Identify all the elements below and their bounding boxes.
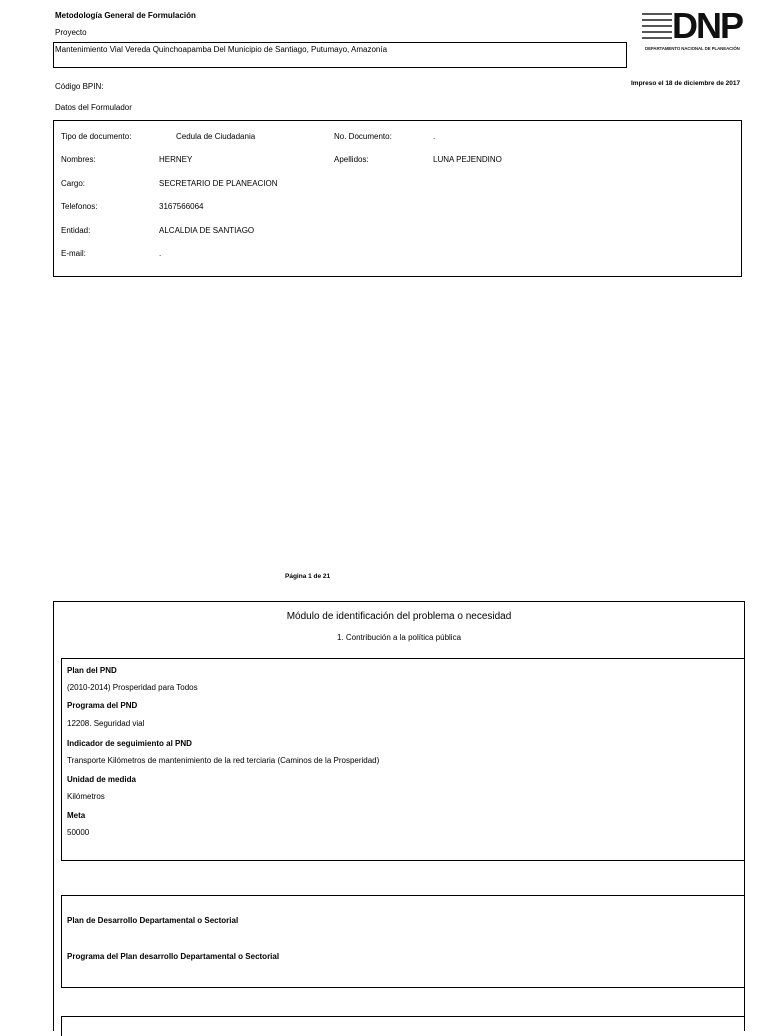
pnd-indicator-label: Indicador de seguimiento al PND [67,739,192,748]
names-value: HERNEY [159,155,193,164]
names-label: Nombres: [61,155,96,164]
cargo-value: SECRETARIO DE PLANEACION [159,179,278,188]
surnames-value: LUNA PEJENDINO [433,155,502,164]
formulator-section-label: Datos del Formulador [55,103,132,112]
module-title: Módulo de identificación del problema o necesidad [286,611,512,622]
project-name: Mantenimiento Vial Vereda Quinchoapamba Del Municipio de Santiago, Putumayo, Amazonía [55,45,388,54]
entity-value: ALCALDIA DE SANTIAGO [159,226,255,235]
dept-program-label: Programa del Plan desarrollo Departamental o Sectorial [67,952,280,961]
pnd-unit-label: Unidad de medida [67,775,136,784]
next-section-box [61,1016,745,1036]
pnd-program-value: 12208. Seguridad vial [67,719,145,728]
doc-no-value: . [433,132,436,141]
pnd-box [61,658,745,861]
pnd-plan-label: Plan del PND [67,666,117,675]
pnd-goal-label: Meta [67,811,86,820]
pnd-unit-value: Kilómetros [67,792,105,801]
logo-text: DNP [672,5,743,46]
doc-type-label: Tipo de documento: [61,132,132,141]
doc-no-label: No. Documento: [334,132,392,141]
phones-label: Telefonos: [61,202,98,211]
bpin-label: Código BPIN: [55,82,104,91]
doc-type-value: Cedula de Ciudadania [176,132,256,141]
pnd-plan-value: (2010-2014) Prosperidad para Todos [67,683,198,692]
page-number: Página 1 de 21 [285,573,331,580]
pnd-program-label: Programa del PND [67,701,138,710]
dnp-logo [642,5,744,57]
pnd-goal-value: 50000 [67,828,90,837]
dept-plan-label: Plan de Desarrollo Departamental o Sectorial [67,916,239,925]
module-subtitle: 1. Contribución a la política pública [336,633,462,642]
email-value: . [159,249,162,258]
cargo-label: Cargo: [61,179,86,188]
module-box [53,601,745,1031]
methodology-title: Metodología General de Formulación [55,11,196,20]
printed-date: Impreso el 18 de diciembre de 2017 [631,80,741,87]
logo-subtitle: DEPARTAMENTO NACIONAL DE PLANEACIÓN [645,46,740,51]
logo-lines-icon [642,13,672,45]
formulator-box [53,120,742,277]
project-name-box [53,42,627,68]
departmental-box [61,895,745,988]
entity-label: Entidad: [61,226,91,235]
project-label: Proyecto [55,28,87,37]
phones-value: 3167566064 [159,202,204,211]
email-label: E-mail: [61,249,86,258]
surnames-label: Apellidos: [334,155,369,164]
pnd-indicator-value: Transporte Kilómetros de mantenimiento de la red terciaria (Caminos de la Prosperidad) [67,756,380,765]
